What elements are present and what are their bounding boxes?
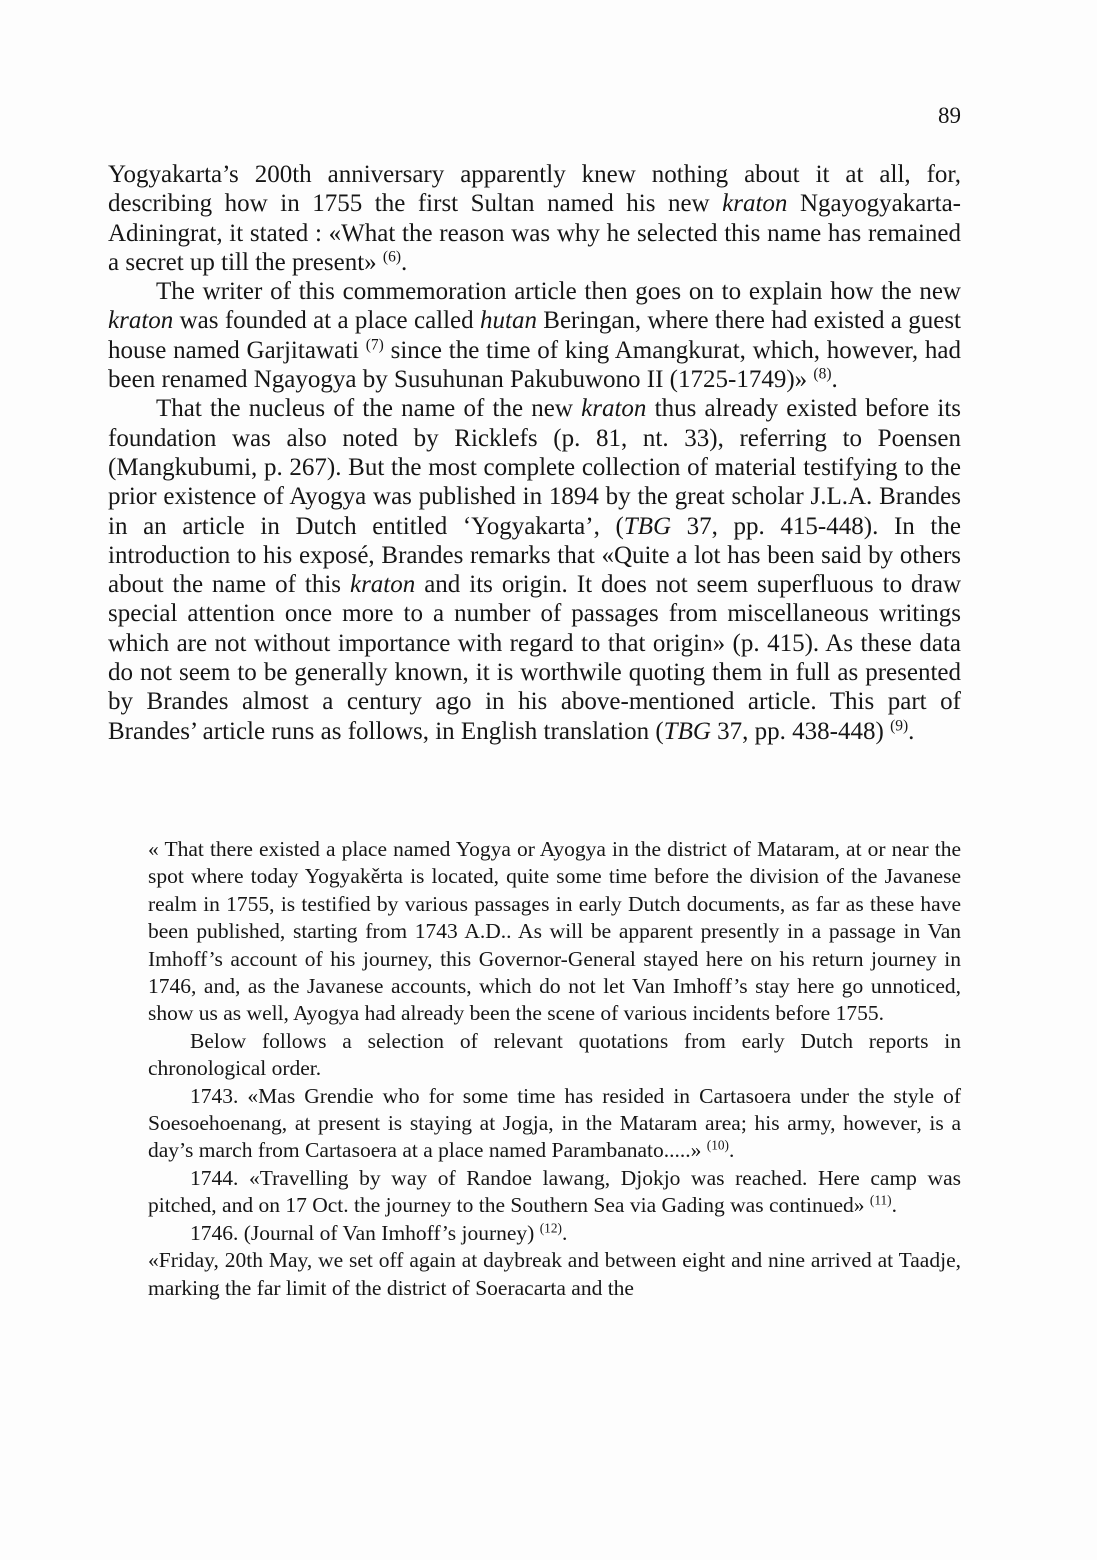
text-run: Yogyakarta’s 200th anniversary apparently knew nothing about it at all, for, describing how in 1755 the first Sultan named his new [108, 161, 961, 218]
text-run: 1743. «Mas Grendie who for some time has resided in Cartasoera under the style of Soesoehoenang, at present is staying at Jogja, in the Mataram area; his army, however, is a day’s march from Cartasoera at a place named Parambanato.....» [148, 1083, 961, 1163]
quote-paragraph-3 [148, 1083, 961, 1165]
text-run: . [891, 1193, 897, 1218]
italic-term: TBG [623, 512, 672, 540]
italic-term: kraton [349, 571, 416, 599]
quote-paragraph-4 [148, 1165, 961, 1220]
italic-term: hutan [480, 307, 537, 335]
page-number: 89 [938, 103, 961, 128]
italic-term: kraton [722, 190, 788, 218]
italic-term: kraton [581, 395, 647, 423]
text-run: 37, pp. 415-448). In the introduction to his exposé, Brandes remarks that «Quite a lot has been said by others about the name of this [108, 512, 961, 599]
text-run: That the nucleus of the name of the new [156, 395, 582, 423]
text-run: . [400, 248, 408, 276]
footnote-ref-6: (6) [382, 248, 401, 266]
block-quote [148, 836, 961, 1302]
text-run: . [729, 1138, 735, 1163]
main-text [108, 160, 961, 746]
text-run: since the time of king Amangkurat, which, however, had been renamed Ngayogya by Susuhunan Pakubuwono II (1725-1749)» [108, 336, 961, 394]
text-run: . [908, 717, 915, 745]
text-run: . [561, 1220, 568, 1245]
text-run: thus already existed before its foundation was also noted by Ricklefs (p. 81, nt. 33), referring to Poensen (Mangkubumi, p. 267). But the most complete collection of material testifying to the prior existence of Ayogya was published in 1894 by the great scholar J.L.A. Brandes in an article in Dutch entitled ‘Yogyakarta’, ( [108, 395, 962, 540]
italic-term: TBG [663, 717, 711, 745]
text-run: Ngayogyakarta-Adiningrat, it stated : «What the reason was why he selected this name has remained a secret up till the present» [108, 190, 961, 276]
paragraph-3 [108, 394, 961, 746]
text-run: and its origin. It does not seem superfluous to draw special attention once more to a number of passages from miscellaneous writings which are not without importance with regard to that origin» (p. 415). As these data do not seem to be generally known, it is worthwile quoting them in full as presented by Brandes almost a century ago in his above-mentioned article. This part of Brandes’ article runs as follows, in English translation ( [108, 571, 961, 745]
quote-paragraph-5 [148, 1220, 961, 1247]
text-run: . [831, 366, 838, 394]
quote-paragraph-1: « That there existed a place named Yogya or Ayogya in the district of Mataram, at or near the spot where today Yogyakěrta is located, quite some time before the division of the Javanese realm in 1755, is testified by various passages in early Dutch documents, as far as these have been published, starting from 1743 A.D.. As will be apparent presently in a passage in Van Imhoff’s account of his journey, this Governor-General stayed here on his return journey in 1746, and, as the Javanese accounts, which do not let Van Imhoff’s stay here go unnoticed, show us as well, Ayogya had already been the scene of various incidents before 1755. [148, 837, 961, 1026]
footnote-ref-9: (9) [890, 717, 909, 735]
footnote-ref-8: (8) [813, 365, 832, 383]
text-run: 1744. «Travelling by way of Randoe lawang, Djokjo was reached. Here camp was pitched, and on 17 Oct. the journey to the Southern Sea via Gading was continued» [148, 1165, 961, 1218]
footnote-ref-11: (11) [869, 1192, 892, 1208]
italic-term: kraton [108, 307, 174, 335]
text-run: 1746. (Journal of Van Imhoff’s journey) [190, 1220, 540, 1245]
text-run: was founded at a place called [173, 307, 480, 335]
quote-paragraph-6: «Friday, 20th May, we set off again at daybreak and between eight and nine arrived at Taadje, marking the far limit of the district of Soeracarta and the [148, 1248, 961, 1300]
footnote-ref-12: (12) [539, 1220, 562, 1236]
text-run: Beringan, where there had existed a guest house named Garjitawati [108, 307, 962, 364]
paragraph-2 [108, 277, 961, 394]
paragraph-1 [108, 160, 961, 277]
quote-paragraph-2: Below follows a selection of relevant quotations from early Dutch reports in chronological order. [148, 1028, 961, 1081]
text-run: The writer of this commemoration article then goes on to explain how the new [156, 278, 961, 306]
footnote-ref-10: (10) [706, 1138, 729, 1154]
text-run: 37, pp. 438-448) [710, 717, 891, 745]
footnote-ref-7: (7) [365, 336, 384, 354]
